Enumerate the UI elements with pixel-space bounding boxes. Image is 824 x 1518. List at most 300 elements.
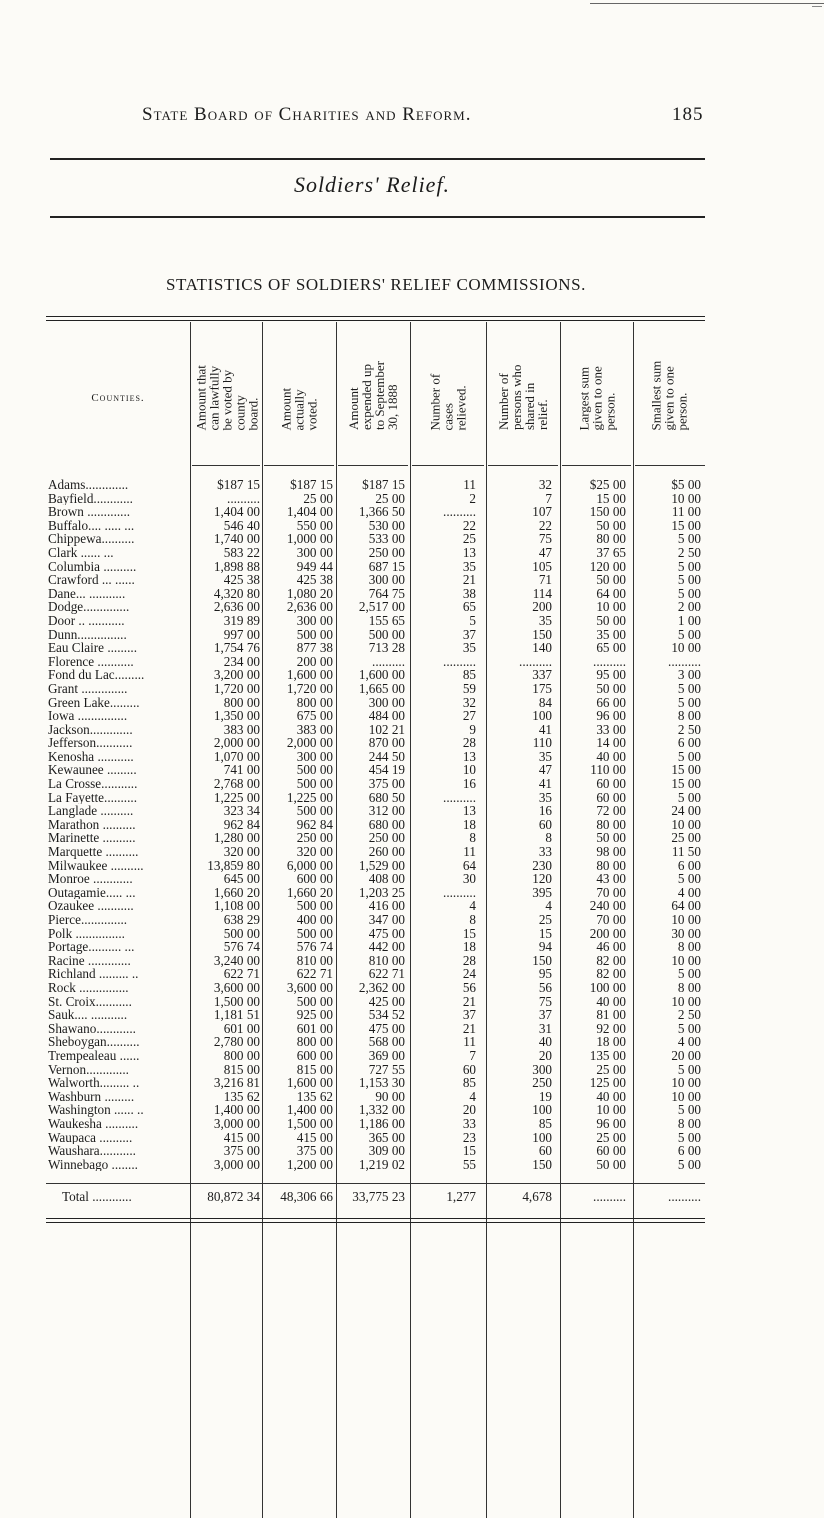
amount-expended: 425 00: [368, 994, 405, 1009]
amount-voted: 500 00: [296, 926, 333, 941]
amount-voted: 877 38: [296, 641, 333, 655]
county-name: Brown .............: [48, 505, 131, 519]
lawful-amount: 1,070 00: [213, 749, 260, 764]
total-label: Total ............: [62, 1189, 132, 1204]
amount-voted: 1,600 00: [286, 668, 333, 682]
cases-relieved: 27: [462, 709, 476, 723]
largest-sum: 96 00: [596, 1116, 626, 1131]
table-row: [0, 913, 824, 927]
largest-sum: 40 00: [596, 1089, 626, 1104]
table-title: STATISTICS OF SOLDIERS' RELIEF COMMISSIONS.: [166, 275, 586, 294]
largest-sum: ..........: [593, 654, 626, 669]
cases-relieved: 37: [462, 627, 476, 642]
county-name: Kewaunee .........: [48, 763, 137, 778]
amount-expended: 260 00: [368, 845, 405, 859]
county-name: Sauk.... ...........: [48, 1008, 128, 1022]
table-row: [0, 682, 824, 696]
persons-shared: 230: [532, 858, 552, 873]
cases-relieved: 13: [462, 749, 476, 764]
largest-sum: 80 00: [596, 817, 626, 832]
cases-relieved: 2: [469, 491, 476, 506]
amount-expended: 727 55: [368, 1062, 405, 1077]
largest-sum: 50 00: [596, 613, 626, 628]
amount-voted: 2,636 00: [286, 600, 333, 614]
smallest-sum: 5 00: [677, 1103, 701, 1117]
county-name: Marquette ..........: [48, 845, 139, 859]
table-row: [0, 1035, 824, 1049]
county-name: Crawford ... ......: [48, 573, 135, 587]
cases-relieved: 11: [463, 845, 476, 859]
lawful-amount: 583 22: [223, 545, 260, 560]
largest-sum: 92 00: [596, 1021, 626, 1036]
largest-sum: 46 00: [596, 940, 626, 954]
cases-relieved: 11: [463, 1035, 476, 1049]
amount-expended: 300 00: [368, 695, 405, 710]
amount-voted: 675 00: [296, 709, 333, 723]
smallest-sum: 64 00: [671, 899, 701, 913]
amount-expended: 25 00: [375, 491, 405, 506]
largest-sum: 95 00: [596, 668, 626, 682]
county-name: Buffalo.... ..... ...: [48, 518, 135, 533]
county-name: Eau Claire .........: [48, 641, 137, 655]
cases-relieved: 32: [462, 695, 476, 710]
persons-shared: 140: [532, 641, 552, 655]
table-row: [0, 927, 824, 941]
amount-expended: 1,529 00: [358, 858, 405, 873]
amount-voted: 1,225 00: [286, 790, 333, 805]
total-largest: ..........: [593, 1189, 626, 1204]
header-lawful-amount: Amount that can lawfully be voted by county board.: [193, 364, 261, 430]
largest-sum: 135 00: [589, 1048, 626, 1063]
amount-expended: 534 52: [368, 1008, 405, 1022]
header-largest-sum: Largest sum given to one person.: [576, 365, 618, 430]
persons-shared: 47: [538, 545, 552, 560]
smallest-sum: 5 00: [677, 749, 701, 764]
cases-relieved: 60: [462, 1062, 476, 1077]
largest-sum: 10 00: [596, 1103, 626, 1117]
table-row: [0, 614, 824, 628]
largest-sum: 14 00: [596, 736, 626, 750]
largest-sum: 70 00: [596, 913, 626, 927]
amount-voted: 1,404 00: [286, 505, 333, 519]
county-name: Door .. ...........: [48, 613, 125, 628]
amount-expended: 475 00: [368, 1021, 405, 1036]
amount-expended: 533 00: [368, 532, 405, 546]
amount-voted: 962 84: [296, 817, 333, 832]
counties-header: Counties.: [91, 392, 145, 404]
smallest-sum: 5 00: [677, 559, 701, 574]
persons-shared: 85: [538, 1116, 552, 1131]
header-smallest-sum: Smallest sum given to one person.: [648, 360, 690, 430]
largest-sum: 110 00: [590, 763, 626, 778]
table-row: [0, 1144, 824, 1158]
county-name: Jefferson...........: [48, 736, 133, 750]
persons-shared: 41: [538, 777, 552, 791]
amount-expended: 1,186 00: [358, 1116, 405, 1131]
smallest-sum: $5 00: [671, 478, 701, 492]
smallest-sum: 2 00: [677, 600, 701, 614]
table-row: [0, 532, 824, 546]
smallest-sum: 11 50: [671, 845, 701, 859]
largest-sum: 50 00: [596, 518, 626, 533]
cases-relieved: 59: [462, 681, 476, 696]
persons-shared: 300: [532, 1062, 552, 1077]
lawful-amount: 319 89: [223, 613, 260, 628]
amount-expended: 622 71: [368, 967, 405, 981]
smallest-sum: 5 00: [677, 1157, 701, 1172]
cases-relieved: 9: [469, 722, 476, 737]
lawful-amount: 135 62: [223, 1089, 260, 1104]
lawful-amount: 1,754 76: [213, 641, 260, 655]
lawful-amount: 3,240 00: [213, 953, 260, 968]
amount-expended: 713 28: [368, 641, 405, 655]
lawful-amount: 1,280 00: [213, 831, 260, 846]
largest-sum: 25 00: [596, 1062, 626, 1077]
amount-expended: 1,665 00: [358, 681, 405, 696]
header-underline: [488, 465, 558, 466]
lawful-amount: 2,000 00: [213, 736, 260, 750]
table-row: [0, 872, 824, 886]
lawful-amount: 601 00: [223, 1021, 260, 1036]
table-row: [0, 981, 824, 995]
table-row: [0, 641, 824, 655]
amount-voted: 1,660 20: [286, 885, 333, 900]
persons-shared: 41: [538, 722, 552, 737]
table-row: [0, 1103, 824, 1117]
largest-sum: 80 00: [596, 858, 626, 873]
persons-shared: 110: [532, 736, 552, 750]
amount-voted: 300 00: [296, 545, 333, 560]
persons-shared: 337: [532, 668, 552, 682]
county-name: Sheboygan..........: [48, 1035, 140, 1049]
persons-shared: 95: [538, 967, 552, 981]
amount-voted: 425 38: [296, 573, 333, 587]
lawful-amount: 962 84: [223, 817, 260, 832]
largest-sum: 82 00: [596, 953, 626, 968]
lawful-amount: 1,500 00: [213, 994, 260, 1009]
county-name: Pierce..............: [48, 913, 128, 927]
persons-shared: 37: [538, 1008, 552, 1022]
amount-expended: 1,219 02: [358, 1157, 405, 1172]
amount-voted: 200 00: [296, 654, 333, 669]
amount-voted: 810 00: [296, 953, 333, 968]
total-cases: 1,277: [446, 1189, 476, 1204]
amount-expended: 568 00: [368, 1035, 405, 1049]
table-row: [0, 859, 824, 873]
amount-voted: 6,000 00: [286, 858, 333, 873]
county-name: Green Lake.........: [48, 695, 140, 710]
table-row: [0, 1008, 824, 1022]
largest-sum: 150 00: [589, 505, 626, 519]
persons-shared: 200: [532, 600, 552, 614]
smallest-sum: 6 00: [677, 858, 701, 873]
persons-shared: 150: [532, 953, 552, 968]
smallest-sum: 5 00: [677, 1062, 701, 1077]
persons-shared: 7: [545, 491, 552, 506]
amount-voted: 500 00: [296, 994, 333, 1009]
lawful-amount: 1,898 88: [213, 559, 260, 574]
header-underline: [412, 465, 484, 466]
persons-shared: 60: [538, 817, 552, 832]
county-name: Dodge..............: [48, 600, 130, 614]
county-name: Outagamie..... ...: [48, 885, 136, 900]
persons-shared: 32: [538, 478, 552, 492]
total-smallest: ..........: [668, 1189, 701, 1204]
smallest-sum: 3 00: [677, 668, 701, 682]
amount-expended: 475 00: [368, 926, 405, 941]
header-persons-shared: Number of persons who shared in relief.: [496, 364, 550, 430]
county-name: Columbia ..........: [48, 559, 137, 574]
largest-sum: 15 00: [596, 491, 626, 506]
smallest-sum: 2 50: [677, 722, 701, 737]
county-name: Polk ...............: [48, 926, 125, 941]
total-row: [0, 1189, 824, 1205]
table-row: [0, 587, 824, 601]
largest-sum: 18 00: [596, 1035, 626, 1049]
persons-shared: 60: [538, 1144, 552, 1158]
table-row: [0, 886, 824, 900]
smallest-sum: 20 00: [671, 1048, 701, 1063]
lawful-amount: $187 15: [217, 478, 260, 492]
amount-expended: 369 00: [368, 1048, 405, 1063]
lawful-amount: 546 40: [223, 518, 260, 533]
smallest-sum: 10 00: [671, 641, 701, 655]
smallest-sum: 10 00: [671, 491, 701, 506]
amount-voted: 320 00: [296, 845, 333, 859]
largest-sum: 100 00: [589, 980, 626, 995]
county-name: Waushara...........: [48, 1144, 136, 1158]
largest-sum: 200 00: [589, 926, 626, 941]
table-row: [0, 573, 824, 587]
smallest-sum: 5 00: [677, 1130, 701, 1145]
smallest-sum: 4 00: [677, 885, 701, 900]
table-row: [0, 519, 824, 533]
corner-tick: [812, 6, 822, 7]
county-name: St. Croix...........: [48, 994, 132, 1009]
cases-relieved: 21: [462, 1021, 476, 1036]
lawful-amount: 2,636 00: [213, 600, 260, 614]
amount-voted: 25 00: [303, 491, 333, 506]
cases-relieved: 64: [462, 858, 476, 873]
cases-relieved: 4: [469, 1089, 476, 1104]
lawful-amount: 3,000 00: [213, 1157, 260, 1172]
amount-voted: 800 00: [296, 1035, 333, 1049]
amount-expended: $187 15: [362, 478, 405, 492]
lawful-amount: 234 00: [223, 654, 260, 669]
smallest-sum: 6 00: [677, 1144, 701, 1158]
county-name: Winnebago ........: [48, 1157, 138, 1172]
amount-expended: 375 00: [368, 777, 405, 791]
smallest-sum: 10 00: [671, 1089, 701, 1104]
table-row: [0, 709, 824, 723]
amount-voted: $187 15: [290, 478, 333, 492]
cases-relieved: 55: [462, 1157, 476, 1172]
table-body: [0, 478, 824, 1171]
persons-shared: 56: [538, 980, 552, 995]
table-rule-top-1: [46, 316, 705, 317]
amount-voted: 383 00: [296, 722, 333, 737]
header-underline: [192, 465, 260, 466]
table-row: [0, 899, 824, 913]
lawful-amount: 800 00: [223, 695, 260, 710]
cases-relieved: 28: [462, 736, 476, 750]
lawful-amount: 383 00: [223, 722, 260, 737]
largest-sum: 70 00: [596, 885, 626, 900]
amount-voted: 622 71: [296, 967, 333, 981]
persons-shared: 120: [532, 872, 552, 886]
county-name: Marinette ..........: [48, 831, 136, 846]
county-name: Bayfield............: [48, 491, 133, 506]
table-rule-bottom-1: [46, 1218, 705, 1219]
header-underline: [562, 465, 631, 466]
largest-sum: 65 00: [596, 641, 626, 655]
persons-shared: 35: [538, 613, 552, 628]
county-name: Waupaca ..........: [48, 1130, 133, 1145]
county-name: Washington ...... ..: [48, 1103, 144, 1117]
county-name: La Fayette..........: [48, 790, 137, 805]
table-row: [0, 655, 824, 669]
amount-expended: 810 00: [368, 953, 405, 968]
amount-voted: 400 00: [296, 913, 333, 927]
cases-relieved: 4: [469, 899, 476, 913]
amount-voted: 800 00: [296, 695, 333, 710]
table-row: [0, 804, 824, 818]
amount-expended: 764 75: [368, 586, 405, 601]
amount-expended: 2,517 00: [358, 600, 405, 614]
amount-voted: 576 74: [296, 940, 333, 954]
lawful-amount: 1,400 00: [213, 1103, 260, 1117]
largest-sum: 64 00: [596, 586, 626, 601]
cases-relieved: 25: [462, 532, 476, 546]
cases-relieved: 15: [462, 926, 476, 941]
amount-expended: 347 00: [368, 913, 405, 927]
smallest-sum: 8 00: [677, 709, 701, 723]
county-name: Trempealeau ......: [48, 1048, 140, 1063]
lawful-amount: 1,660 20: [213, 885, 260, 900]
table-row: [0, 668, 824, 682]
county-name: Milwaukee ..........: [48, 858, 144, 873]
smallest-sum: 10 00: [671, 913, 701, 927]
lawful-amount: 645 00: [223, 872, 260, 886]
lawful-amount: 415 00: [223, 1130, 260, 1145]
cases-relieved: 20: [462, 1103, 476, 1117]
table-row: [0, 845, 824, 859]
largest-sum: 50 00: [596, 1157, 626, 1172]
county-name: Monroe ............: [48, 872, 133, 886]
table-row: [0, 628, 824, 642]
amount-expended: 2,362 00: [358, 980, 405, 995]
table-row: [0, 995, 824, 1009]
smallest-sum: 10 00: [671, 953, 701, 968]
cases-relieved: 35: [462, 559, 476, 574]
smallest-sum: 2 50: [677, 1008, 701, 1022]
cases-relieved: 23: [462, 1130, 476, 1145]
table-rule-top-2: [46, 320, 705, 321]
table-row: [0, 818, 824, 832]
table-row: [0, 1090, 824, 1104]
smallest-sum: 5 00: [677, 695, 701, 710]
cases-relieved: ..........: [443, 885, 476, 900]
lawful-amount: 3,216 81: [213, 1076, 260, 1090]
persons-shared: 47: [538, 763, 552, 778]
table-row: [0, 736, 824, 750]
table-row: [0, 1117, 824, 1131]
persons-shared: 71: [538, 573, 552, 587]
smallest-sum: 15 00: [671, 763, 701, 778]
table-row: [0, 791, 824, 805]
smallest-sum: 10 00: [671, 994, 701, 1009]
table-row: [0, 954, 824, 968]
county-name: Rock ...............: [48, 980, 129, 995]
cases-relieved: 5: [469, 613, 476, 628]
table-row: [0, 750, 824, 764]
largest-sum: 81 00: [596, 1008, 626, 1022]
amount-expended: 680 00: [368, 817, 405, 832]
table-row: [0, 1158, 824, 1172]
cases-relieved: 24: [462, 967, 476, 981]
county-name: Waukesha ..........: [48, 1116, 139, 1131]
smallest-sum: 8 00: [677, 940, 701, 954]
county-name: Jackson.............: [48, 722, 133, 737]
cases-relieved: 37: [462, 1008, 476, 1022]
county-name: La Crosse...........: [48, 777, 138, 791]
cases-relieved: 8: [469, 831, 476, 846]
cases-relieved: 56: [462, 980, 476, 995]
smallest-sum: 10 00: [671, 817, 701, 832]
persons-shared: 25: [538, 913, 552, 927]
largest-sum: 40 00: [596, 749, 626, 764]
cases-relieved: 28: [462, 953, 476, 968]
persons-shared: 100: [532, 1130, 552, 1145]
header-underline: [264, 465, 334, 466]
cases-relieved: 30: [462, 872, 476, 886]
amount-expended: 454 19: [368, 763, 405, 778]
table-row: [0, 763, 824, 777]
persons-shared: 4: [545, 899, 552, 913]
amount-voted: 1,500 00: [286, 1116, 333, 1131]
cases-relieved: 18: [462, 817, 476, 832]
lawful-amount: 2,768 00: [213, 777, 260, 791]
county-name: Fond du Lac.........: [48, 668, 145, 682]
lawful-amount: 1,108 00: [213, 899, 260, 913]
amount-voted: 3,600 00: [286, 980, 333, 995]
smallest-sum: 5 00: [677, 586, 701, 601]
persons-shared: 150: [532, 1157, 552, 1172]
smallest-sum: 11 00: [671, 505, 701, 519]
table-row: [0, 600, 824, 614]
lawful-amount: 638 29: [223, 913, 260, 927]
smallest-sum: 10 00: [671, 1076, 701, 1090]
persons-shared: 107: [532, 505, 552, 519]
amount-voted: 250 00: [296, 831, 333, 846]
cases-relieved: 65: [462, 600, 476, 614]
amount-expended: 1,203 25: [358, 885, 405, 900]
lawful-amount: 576 74: [223, 940, 260, 954]
largest-sum: 10 00: [596, 600, 626, 614]
table-row: [0, 478, 824, 492]
smallest-sum: 8 00: [677, 1116, 701, 1131]
persons-shared: 16: [538, 804, 552, 818]
amount-expended: 870 00: [368, 736, 405, 750]
county-name: Florence ...........: [48, 654, 134, 669]
table-row: [0, 696, 824, 710]
section-rule-bottom: [50, 216, 705, 218]
county-name: Ozaukee ...........: [48, 899, 134, 913]
smallest-sum: 5 00: [677, 681, 701, 696]
running-head-title: State Board of Charities and Reform.: [142, 104, 472, 125]
amount-expended: 500 00: [368, 627, 405, 642]
smallest-sum: 5 00: [677, 967, 701, 981]
